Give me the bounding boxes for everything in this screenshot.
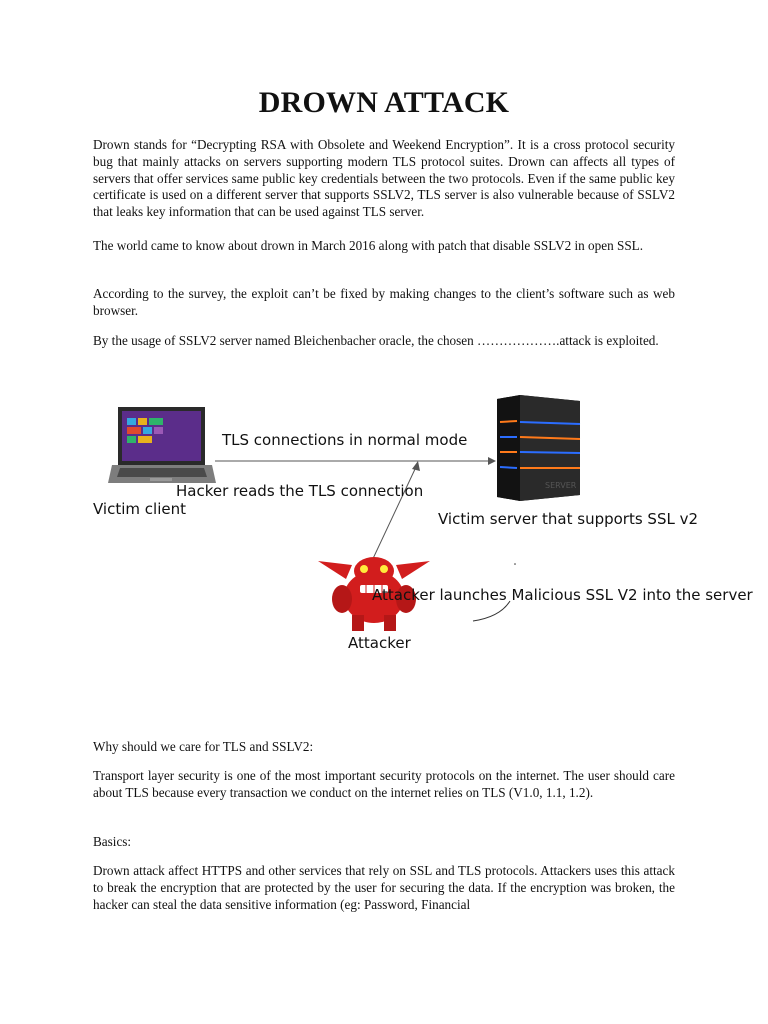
laptop-icon (108, 407, 216, 483)
victim-server-label: Victim server that supports SSL v2 (438, 510, 699, 528)
intro-paragraph-3: According to the survey, the exploit can’t be fixed by making changes to the client’s software such as web browser. (93, 286, 675, 318)
server-label-text: SERVER (545, 481, 577, 490)
attacker-launches-label: Attacker launches Malicious SSL V2 into the server (372, 586, 753, 604)
intro-paragraph-1: Drown stands for “Decrypting RSA with Obsolete and Weekend Encryption”. It is a cross protocol security bug that mainly attacks on servers supporting modern TLS protocol suites. Drown can affects all types of servers that offer services same public key credentials between the two protocols. Even if the same public key certificate is used on a different server that supports SSLV2, TLS server is also vulnerable because of SSLV2 that leaks key information that can be used against TLS server. (93, 137, 675, 220)
intro-paragraph-2: The world came to know about drown in March 2016 along with patch that disable SSLV2 in open SSL. (93, 238, 644, 253)
tls-importance-paragraph: Transport layer security is one of the most important security protocols on the internet. The user should care about TLS because every transaction we conduct on the internet relies on TLS (V1.0, 1.1, 1.2). (93, 768, 675, 800)
intro-paragraph-4: By the usage of SSLV2 server named Bleichenbacher oracle, the chosen ……………….attack is exploited. (93, 333, 659, 348)
victim-client-label: Victim client (93, 500, 186, 518)
basics-paragraph: Drown attack affect HTTPS and other services that rely on SSL and TLS protocols. Attackers uses this attack to break the encryption that are protected by the user for securing the data. If the encryption was broken, the hacker can steal the data sensitive information (eg: Password, Financial (93, 863, 675, 912)
drown-attack-diagram (0, 385, 768, 675)
diagram-graphics (0, 385, 768, 675)
tls-normal-mode-label: TLS connections in normal mode (222, 431, 468, 449)
attacker-label: Attacker (348, 634, 411, 652)
document-title: DROWN ATTACK (258, 86, 510, 119)
section-heading-why-care: Why should we care for TLS and SSLV2: (93, 739, 314, 754)
hacker-reads-label: Hacker reads the TLS connection (176, 482, 424, 500)
section-heading-basics: Basics: (93, 834, 132, 849)
